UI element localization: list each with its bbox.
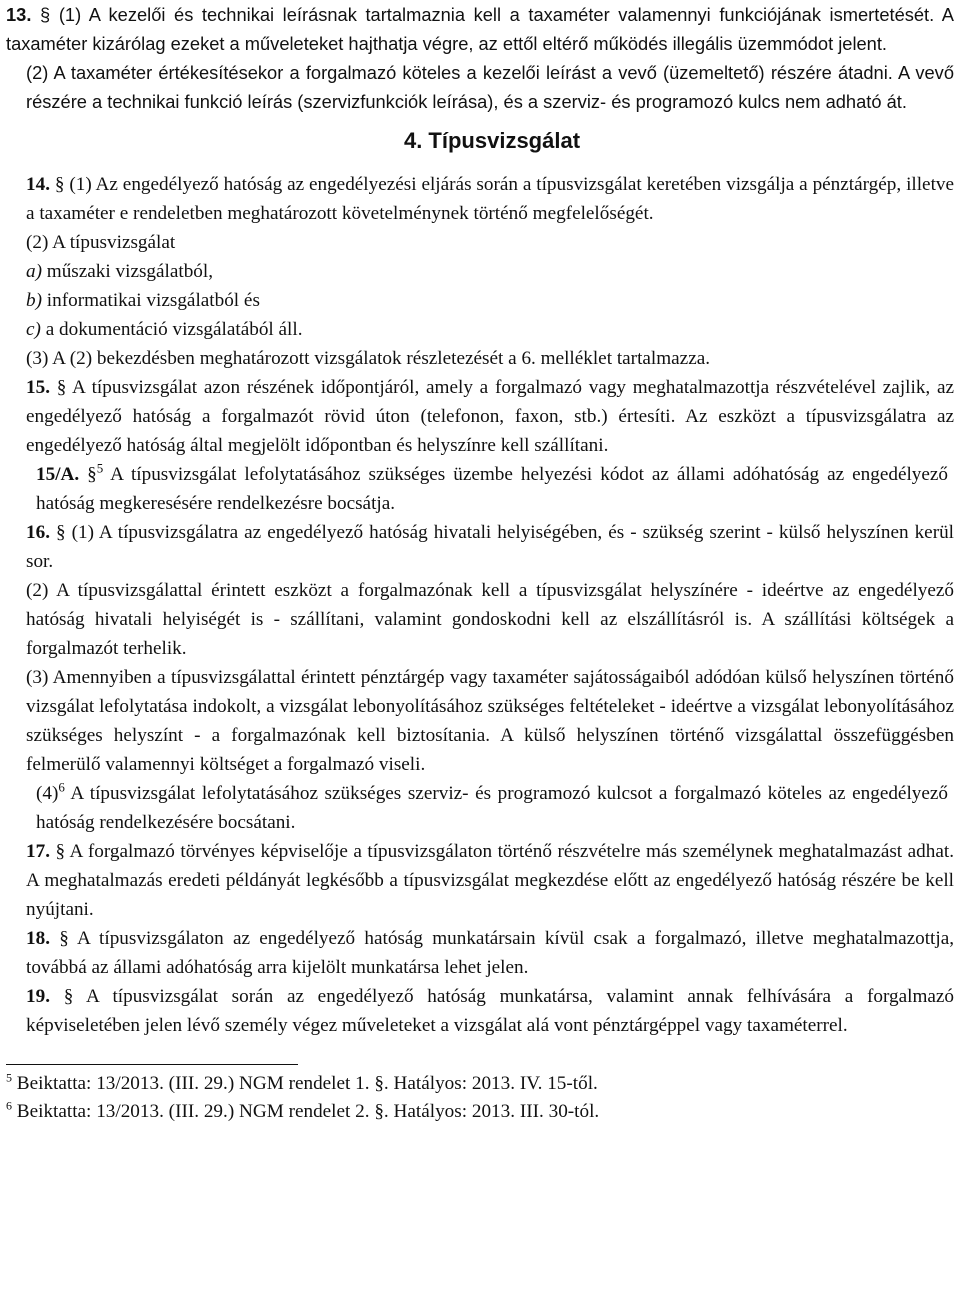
- section-18: [6, 924, 954, 982]
- section-sign: §: [56, 522, 66, 543]
- footnote: [6, 1098, 954, 1126]
- footnote-number: 6: [6, 1098, 12, 1113]
- section-13: [6, 0, 954, 116]
- section-15: [6, 373, 954, 460]
- paragraph-text: Az eszközt a típusvizsgálatra az engedélyező hatóság által megjelölt időpontban és helyszínre kell szállítani.: [26, 406, 954, 456]
- footnote-ref[interactable]: 6: [58, 779, 65, 795]
- section-14-par-3: (3) A (2) bekezdésben meghatározott vizsgálatok részletezését a 6. melléklet tartalmazza.: [26, 348, 711, 369]
- section-16: [6, 518, 954, 837]
- section-15a: [6, 460, 954, 518]
- list-label: c): [26, 319, 41, 340]
- list-text: a dokumentáció vizsgálatából áll.: [45, 319, 303, 340]
- paragraph-text: (1) A típusvizsgálatra az engedélyező hatóság hivatali helyiségében, és - szükség szerint - külső helyszínen kerül sor.: [26, 522, 955, 572]
- section-19: [6, 982, 954, 1040]
- document-page: [6, 0, 954, 1126]
- section-number: 15/A.: [36, 464, 80, 485]
- chapter-heading: 4. Típusvizsgálat: [403, 128, 581, 153]
- section-number: 14.: [26, 174, 50, 195]
- section-16-par-2: (2) A típusvizsgálattal érintett eszközt a forgalmazónak kell a típusvizsgálat helyszínére - ideértve az engedélyező hatóság hivatali helyiségét is - szállítani, valamint gondoskodni kell az elszállításról is. A szállítási költségek a forgalmazót terhelik.: [26, 580, 954, 659]
- footnote-ref[interactable]: 5: [96, 460, 104, 476]
- paragraph-text: A típusvizsgálat lefolytatásához szükséges szerviz- és programozó kulcsot a forgalmazó köteles az engedélyező hatóság rendelkezésére bocsátani.: [36, 783, 948, 833]
- section-number: 17.: [26, 841, 50, 862]
- section-number: 15.: [26, 377, 50, 398]
- section-sign: §: [63, 986, 74, 1007]
- section-sign: §: [59, 928, 69, 949]
- footnote: [6, 1070, 954, 1098]
- list-item-a: [6, 257, 954, 286]
- paragraph-text: (1) A kezelői és technikai leírásnak tartalmaznia kell a taxaméter valamennyi funkciójának ismertetését. A taxaméter kizárólag ezeket a műveleteket hajthatja végre, az ettől eltérő működés illegális üzemmódot jelent.: [6, 4, 954, 54]
- list-text: informatikai vizsgálatból és: [46, 290, 260, 311]
- section-sign: §: [40, 4, 51, 25]
- section-14-par-1: [6, 170, 954, 228]
- list-item-b: [6, 286, 954, 315]
- section-16-par-3: (3) Amennyiben a típusvizsgálattal érintett pénztárgép vagy taxaméter sajátosságaiból adódóan külső helyszínen történő vizsgálat lefolytatása indokolt, a vizsgálat lebonyolításához szükséges feltételeket - ideértve a vizsgálat lebonyolításához szükséges helyszínt - a forgalmazónak kell biztosítania. A külső helyszínen történő vizsgálattal összefüggésben felmerülő valamennyi költséget a forgalmazó viseli.: [26, 667, 954, 775]
- section-13-par-2: [6, 58, 954, 116]
- section-16-par-4: [6, 779, 954, 837]
- paragraph-text: A típusvizsgálat lefolytatásához szükséges üzembe helyezési kódot az állami adóhatóság az engedélyező hatóság megkeresésére rendelkezésre bocsátja.: [36, 464, 949, 514]
- footnotes: [6, 1070, 954, 1126]
- section-number: 16.: [26, 522, 50, 543]
- section-17: [6, 837, 954, 924]
- list-label: a): [26, 261, 42, 282]
- list-item-c: [6, 315, 954, 344]
- section-number: 18.: [26, 928, 50, 949]
- section-number: 19.: [26, 986, 50, 1007]
- paragraph-text: (1) Az engedélyező hatóság az engedélyezési eljárás során a típusvizsgálat keretében vizsgálja a pénztárgép, illetve a taxaméter e rendeletben meghatározott követelménynek történő megfelelőségét.: [26, 174, 955, 224]
- paragraph-text: A vevő részére a technikai funkció leírás (szervizfunkciók leírása), és a szerviz- és programozó kulcs nem adható át.: [26, 62, 954, 112]
- paragraph-text: A forgalmazó törvényes képviselője a típusvizsgálaton történő részvételre más személynek meghatalmazást adhat. A meghatalmazás eredeti példányát legkésőbb a típusvizsgálat megkezdése előtt az engedélyező hatóság részére be kell nyújtani.: [26, 841, 954, 920]
- section-number: 13.: [6, 4, 32, 25]
- paragraph-label: (4): [36, 783, 59, 804]
- section-sign: §: [87, 464, 97, 485]
- section-14-par-2: (2) A típusvizsgálat: [26, 232, 176, 253]
- section-sign: §: [56, 377, 67, 398]
- footnote-number: 5: [6, 1070, 12, 1085]
- paragraph-text: A típusvizsgálaton az engedélyező hatóság munkatársain kívül csak a forgalmazó, illetve meghatalmazottja, továbbá az állami adóhatóság arra kijelölt munkatársa lehet jelen.: [26, 928, 955, 978]
- section-14: [6, 170, 954, 373]
- section-13-par-1: [6, 0, 954, 58]
- footnote-text: Beiktatta: 13/2013. (III. 29.) NGM rendelet 2. §. Hatályos: 2013. III. 30-tól.: [16, 1101, 600, 1122]
- list-label: b): [26, 290, 42, 311]
- paragraph-text: A típusvizsgálat során az engedélyező hatóság munkatársa, valamint annak felhívására a forgalmazó képviseletében jelen lévő személy végez műveleteket a vizsgálat alá vont pénztárgéppel vagy taxaméterrel.: [26, 986, 954, 1036]
- paragraph-text: A típusvizsgálat azon részének időpontjáról, amely a forgalmazó vagy meghatalmazottja részvételével zajlik, az engedélyező hatóság a forgalmazót rövid úton (telefonon, faxon, stb.) értesíti.: [26, 377, 954, 427]
- paragraph-text: (2) A taxaméter értékesítésekor a forgalmazó köteles a kezelői leírást a vevő (üzemeltető) részére átadni.: [26, 62, 893, 83]
- section-sign: §: [55, 841, 66, 862]
- section-sign: §: [54, 174, 65, 195]
- footnote-text: Beiktatta: 13/2013. (III. 29.) NGM rendelet 1. §. Hatályos: 2013. IV. 15-től.: [16, 1073, 598, 1094]
- section-16-par-1: [6, 518, 954, 576]
- list-text: műszaki vizsgálatból,: [46, 261, 214, 282]
